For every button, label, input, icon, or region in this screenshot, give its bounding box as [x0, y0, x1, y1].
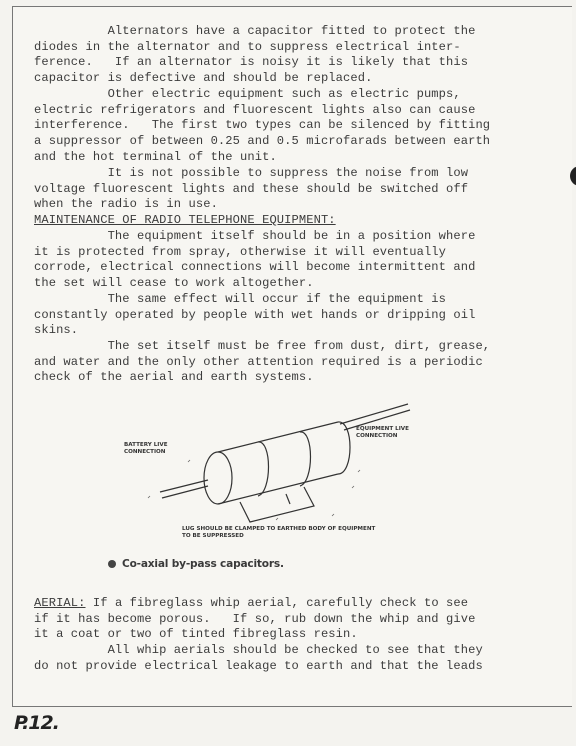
paragraph-alternators: Alternators have a capacitor fitted to protect the diodes in the alternator and to suppress electrical inter- ference. If an alternator is noisy it is likely that this capacitor is defective and should be replaced. [34, 24, 476, 86]
paragraph-wet-hands: The same effect will occur if the equipment is constantly operated by people with wet hands or dripping oil skins. [34, 292, 476, 338]
label-battery-live-connection: BATTERY LIVE CONNECTION [124, 442, 168, 455]
page-number: P.12. [14, 712, 59, 734]
label-lug-earthed: LUG SHOULD BE CLAMPED TO EARTHED BODY OF EQUIPMENT TO BE SUPPRESSED [182, 526, 376, 539]
paragraph-whip-aerials: All whip aerials should be checked to see that they do not provide electrical leakage to earth and that the leads [34, 643, 483, 673]
aerial-text: If a fibreglass whip aerial, carefully check to see if it has become porous. If so, rub down the whip and give it a coat or two of tinted fibreglass resin. [34, 596, 476, 642]
bullet-icon [108, 560, 116, 568]
capacitor-figure [100, 400, 440, 580]
figure-caption [108, 558, 284, 570]
paragraph-dust-dirt: The set itself must be free from dust, dirt, grease, and water and the only other attention required is a periodic check of the aerial and earth systems. [34, 339, 491, 385]
aerial-heading: AERIAL: [34, 596, 86, 610]
label-equipment-live-connection: EQUIPMENT LIVE CONNECTION [356, 426, 409, 439]
figure-caption-text: Co-axial by-pass capacitors. [122, 558, 284, 570]
paragraph-other-equipment: Other electric equipment such as electric pumps, electric refrigerators and fluorescent lights also can cause interference. The first two types can be silenced by fitting a suppressor of between 0.25 and 0.5 microfarads between earth and the hot terminal of the unit. [34, 87, 491, 164]
paragraph-aerial [34, 596, 574, 643]
paragraph-equipment-position: The equipment itself should be in a position where it is protected from spray, otherwise it will eventually corrode, electrical connections will become intermittent and the set will cease to work altogether. [34, 229, 476, 291]
paragraph-fluorescent-lights: It is not possible to suppress the noise from low voltage fluorescent lights and these should be switched off when the radio is in use. [34, 166, 469, 212]
section-heading-maintenance: MAINTENANCE OF RADIO TELEPHONE EQUIPMENT: [34, 213, 336, 227]
